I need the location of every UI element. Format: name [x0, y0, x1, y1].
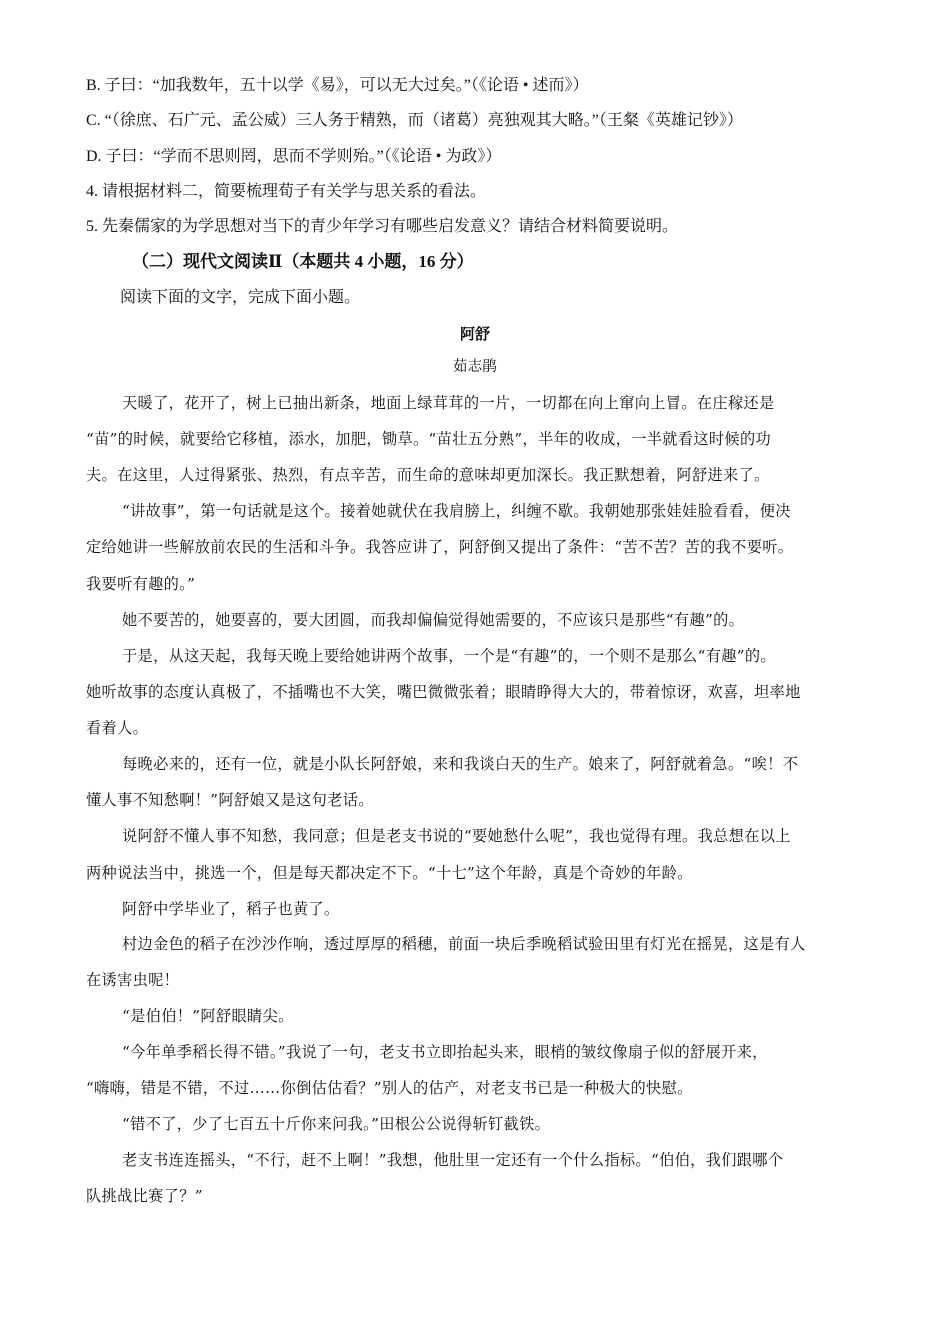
- article-line: “是伯伯！”阿舒眼睛尖。: [122, 1007, 294, 1025]
- article-line: 老支书连连摇头，“不行，赶不上啊！”我想，他肚里一定还有一个什么指标。“伯伯，我们跟哪个: [122, 1151, 784, 1169]
- article-line: “嗨嗨，错是不错，不过……你倒估估看？”别人的估产，对老支书已是一种极大的快慰。: [86, 1079, 693, 1097]
- option-b: B. 子曰：“加我数年，五十以学《易》，可以无大过矣。”（《论语 • 述而》）: [86, 77, 589, 94]
- article-line: 于是，从这天起，我每天晚上要给她讲两个故事，一个是“有趣”的，一个则不是那么“有趣”的。: [122, 647, 776, 665]
- article-line: 她不要苦的，她要喜的，要大团圆，而我却偏偏觉得她需要的，不应该只是那些“有趣”的。: [122, 611, 745, 629]
- option-c: C. “（徐庶、石广元、孟公威）三人务于精熟，而（诸葛）亮独观其大略。”（王粲《英雄记钞》）: [86, 112, 743, 129]
- article-line: 说阿舒不懂人事不知愁，我同意；但是老支书说的“要她愁什么呢”，我也觉得有理。我总想在以上: [122, 827, 791, 845]
- article-line: “苗”的时候，就要给它移植，添水，加肥，锄草。“苗壮五分熟”，半年的收成，一半就看这时候的功: [86, 430, 772, 448]
- option-d: D. 子曰：“学而不思则罔，思而不学则殆。”（《论语 • 为政》）: [86, 148, 502, 165]
- question-4: 4. 请根据材料二，简要梳理荀子有关学与思关系的看法。: [86, 183, 487, 200]
- article-line: 夫。在这里，人过得紧张、热烈，有点辛苦，而生命的意味却更加深长。我正默想着，阿舒进来了。: [86, 466, 770, 484]
- article-line: 每晚必来的，还有一位，就是小队长阿舒娘，来和我谈白天的生产。娘来了，阿舒就着急。“唉！不: [122, 755, 799, 773]
- section-instruction: 阅读下面的文字，完成下面小题。: [120, 289, 361, 306]
- article-title: 阿舒: [459, 327, 490, 343]
- article-line: “讲故事”，第一句话就是这个。接着她就伏在我肩膀上，纠缠不歇。我朝她那张娃娃脸看看，便决: [122, 502, 791, 520]
- article-line: 看着人。: [86, 719, 149, 737]
- article-line: 她听故事的态度认真极了，不插嘴也不大笑，嘴巴微微张着；眼睛睁得大大的，带着惊讶，欢喜，坦率地: [86, 683, 801, 701]
- article-line: “错不了，少了七百五十斤你来问我。”田根公公说得斩钉截铁。: [122, 1115, 551, 1133]
- article-line: 队挑战比赛了？”: [86, 1187, 203, 1205]
- article-author: 茹志鹃: [452, 359, 498, 375]
- article-line: 定给她讲一些解放前农民的生活和斗争。我答应讲了，阿舒倒又提出了条件：“苦不苦？苦的我不要听。: [86, 538, 794, 556]
- article-line: 懂人事不知愁啊！”阿舒娘又是这句老话。: [86, 791, 374, 809]
- question-5: 5. 先秦儒家的为学思想对当下的青少年学习有哪些启发意义？请结合材料简要说明。: [86, 218, 679, 235]
- article-line: 阿舒中学毕业了，稻子也黄了。: [122, 900, 340, 918]
- article-line: 两种说法当中，挑选一个，但是每天都决定不下。“十七”这个年龄，真是个奇妙的年龄。: [86, 864, 693, 882]
- article-line: 在诱害虫呢！: [86, 971, 180, 989]
- article-line: 天暖了，花开了，树上已抽出新条，地面上绿茸茸的一片，一切都在向上窜向上冒。在庄稼还是: [122, 394, 775, 412]
- article-line: “今年单季稻长得不错。”我说了一句，老支书立即抬起头来，眼梢的皱纹像扇子似的舒展开来，: [122, 1043, 768, 1061]
- article-line: 村边金色的稻子在沙沙作响，透过厚厚的稻穗，前面一块后季晚稻试验田里有灯光在摇晃，这是有人: [122, 935, 806, 953]
- article-line: 我要听有趣的。”: [86, 575, 196, 593]
- section-heading: （二）现代文阅读Ⅱ（本题共 4 小题，16 分）: [132, 252, 474, 271]
